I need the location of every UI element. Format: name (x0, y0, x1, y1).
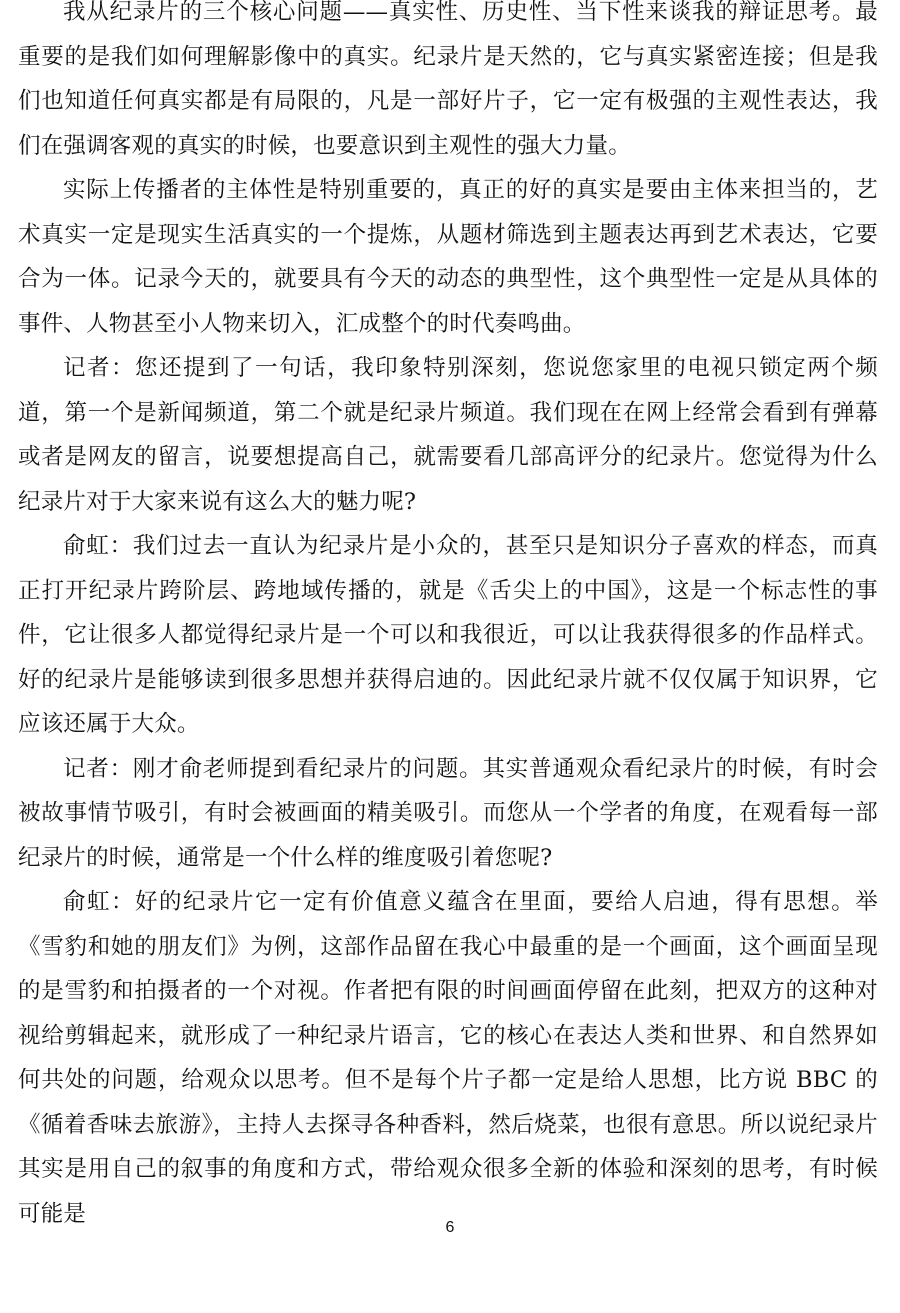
page-number: 6 (445, 1219, 455, 1236)
paragraph-3: 记者：您还提到了一句话，我印象特别深刻，您说您家里的电视只锁定两个频道，第一个是新闻频道，第二个就是纪录片频道。我们现在在网上经常会看到有弹幕或者是网友的留言，说要想提高自己，就需要看几部高评分的纪录片。您觉得为什么纪录片对于大家来说有这么大的魅力呢? (18, 355, 878, 515)
paragraph-1: 我从纪录片的三个核心问题——真实性、历史性、当下性来谈我的辩证思考。最重要的是我们如何理解影像中的真实。纪录片是天然的，它与真实紧密连接；但是我们也知道任何真实都是有局限的，凡是一部好片子，它一定有极强的主观性表达，我们在强调客观的真实的时候，也要意识到主观性的强大力量。 (18, 0, 878, 159)
paragraph-6: 俞虹：好的纪录片它一定有价值意义蕴含在里面，要给人启迪，得有思想。举《雪豹和她的朋友们》为例，这部作品留在我心中最重的是一个画面，这个画面呈现的是雪豹和拍摄者的一个对视。作者把有限的时间画面停留在此刻，把双方的这种对视给剪辑起来，就形成了一种纪录片语言，它的核心在表达人类和世界、和自然界如何共处的问题，给观众以思考。但不是每个片子都一定是给人思想，比方说 BBC 的《循着香味去旅游》，主持人去探寻各种香料，然后烧菜，也很有意思。所以说纪录片其实是用自己的叙事的角度和方式，带给观众很多全新的体验和深刻的思考，有时候可能是 (18, 889, 878, 1227)
document-page (18, 0, 878, 1313)
paragraph-2: 实际上传播者的主体性是特别重要的，真正的好的真实是要由主体来担当的，艺术真实一定是现实生活真实的一个提炼，从题材筛选到主题表达再到艺术表达，它要合为一体。记录今天的，就要具有今天的动态的典型性，这个典型性一定是从具体的事件、人物甚至小人物来切入，汇成整个的时代奏鸣曲。 (18, 177, 878, 337)
paragraph-4: 俞虹：我们过去一直认为纪录片是小众的，甚至只是知识分子喜欢的样态，而真正打开纪录片跨阶层、跨地域传播的，就是《舌尖上的中国》，这是一个标志性的事件，它让很多人都觉得纪录片是一个可以和我很近，可以让我获得很多的作品样式。好的纪录片是能够读到很多思想并获得启迪的。因此纪录片就不仅仅属于知识界，它应该还属于大众。 (18, 533, 878, 737)
paragraph-5: 记者：刚才俞老师提到看纪录片的问题。其实普通观众看纪录片的时候，有时会被故事情节吸引，有时会被画面的精美吸引。而您从一个学者的角度，在观看每一部纪录片的时候，通常是一个什么样的维度吸引着您呢? (18, 755, 878, 871)
